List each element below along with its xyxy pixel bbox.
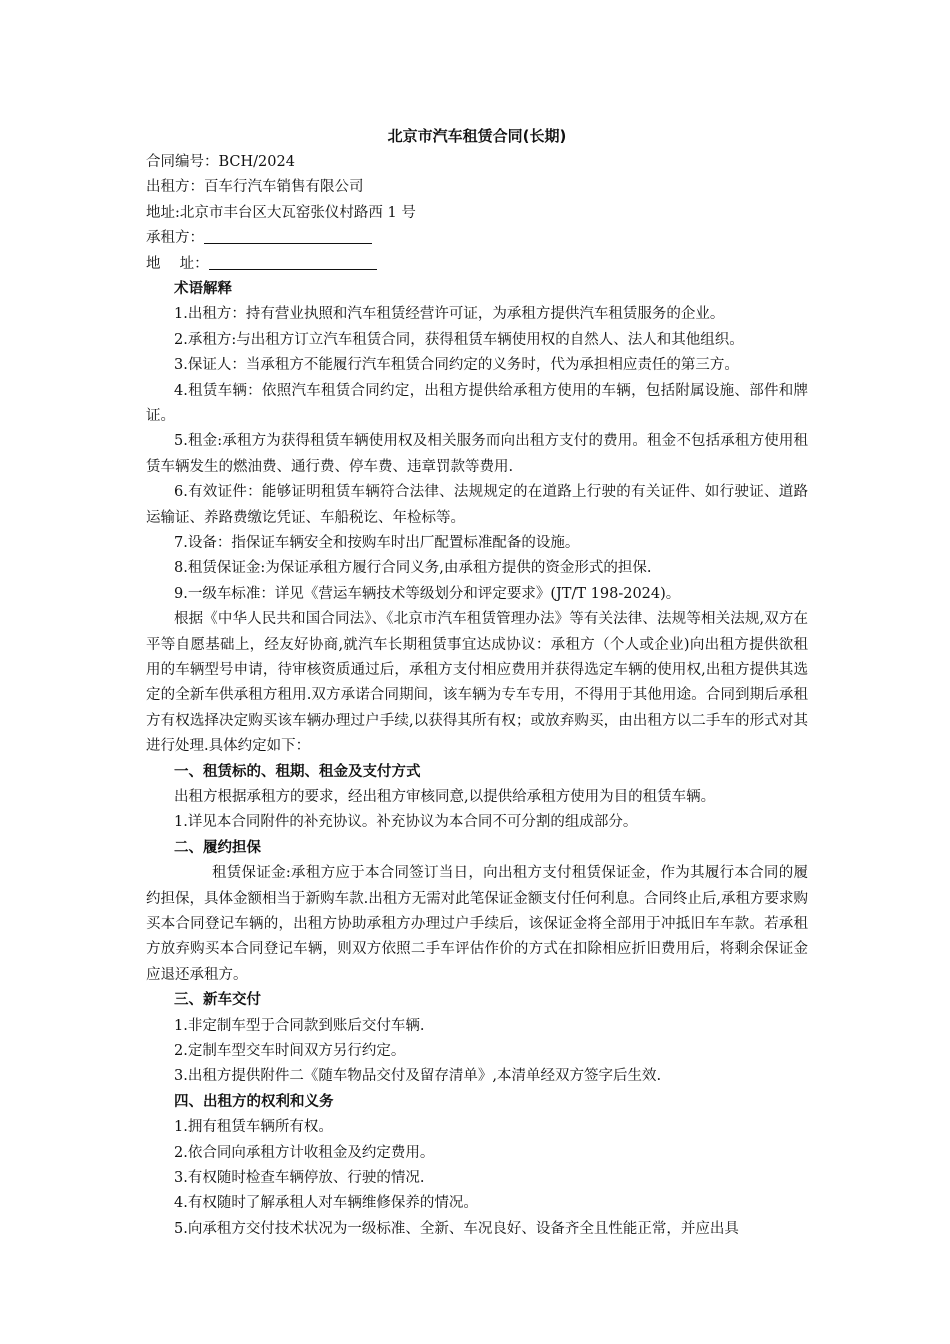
section-4-item: 5.向承租方交付技术状况为一级标准、全新、车况良好、设备齐全且性能正常，并应出具: [174, 1220, 739, 1237]
lessor-address: 地址:北京市丰台区大瓦窑张仪村路西 1 号: [146, 204, 416, 221]
section-2-paragraph: 租赁保证金:承租方应于本合同签订当日，向出租方支付租赁保证金，作为其履行本合同的履约担保，具体金额相当于新购车款.出租方无需对此笔保证金额支付任何利息。合同终止后,承租方要求购买本合同登记车辆的，出租方协助承租方办理过户手续后，该保证金将全部用于冲抵旧车车款。若承租方放弃购买本合同登记车辆，则双方依照二手车评估作价的方式在扣除相应折旧费用后，将剩余保证金应退还承租方。: [146, 865, 808, 983]
lessee-address-label: 地 址：: [146, 255, 209, 272]
term-item: 1.出租方：持有营业执照和汽车租赁经营许可证，为承租方提供汽车租赁服务的企业。: [174, 306, 725, 323]
section-4-heading: 四、出租方的权利和义务: [174, 1093, 334, 1110]
section-4-item: 4.有权随时了解承租人对车辆维修保养的情况。: [174, 1195, 478, 1212]
section-4-item: 1.拥有租赁车辆所有权。: [174, 1119, 333, 1136]
section-4-item: 2.依合同向承租方计收租金及约定费用。: [174, 1144, 435, 1161]
term-item: 3.保证人：当承租方不能履行汽车租赁合同约定的义务时，代为承担相应责任的第三方。: [174, 357, 739, 374]
term-item: 4.租赁车辆：依照汽车租赁合同约定，出租方提供给承租方使用的车辆，包括附属设施、部件和牌证。: [146, 382, 808, 424]
section-3-item: 3.出租方提供附件二《随车物品交付及留存清单》,本清单经双方签字后生效.: [174, 1068, 662, 1085]
section-1-heading: 一、租赁标的、租期、租金及支付方式: [174, 763, 421, 780]
lessor-name: 出租方：百车行汽车销售有限公司: [146, 179, 364, 196]
terms-heading: 术语解释: [174, 280, 232, 297]
term-item: 8.租赁保证金:为保证承租方履行合同义务,由承租方提供的资金形式的担保.: [174, 560, 652, 577]
section-1-text: 出租方根据承租方的要求，经出租方审核同意,以提供给承租方使用为目的租赁车辆。: [174, 789, 716, 806]
section-4-item: 3.有权随时检查车辆停放、行驶的情况.: [174, 1169, 425, 1186]
section-1-item: 1.详见本合同附件的补充协议。补充协议为本合同不可分割的组成部分。: [174, 814, 638, 831]
lessee-label: 承租方：: [146, 230, 204, 247]
section-3-heading: 三、新车交付: [174, 992, 261, 1009]
contract-number: 合同编号：BCH/2024: [146, 154, 295, 170]
section-3-item: 1.非定制车型于合同款到账后交付车辆.: [174, 1017, 425, 1034]
term-item: 6.有效证件：能够证明租赁车辆符合法律、法规规定的在道路上行驶的有关证件、如行驶证、道路运输证、养路费缴讫凭证、车船税讫、年检标等。: [146, 484, 808, 526]
section-2-heading: 二、履约担保: [174, 839, 261, 856]
preamble-paragraph: 根据《中华人民共和国合同法》、《北京市汽车租赁管理办法》等有关法律、法规等相关法规,双方在平等自愿基础上，经友好协商,就汽车长期租赁事宜达成协议：承租方（个人或企业)向出租方提供欲租用的车辆型号申请，待审核资质通过后，承租方支付相应费用并获得选定车辆的使用权,出租方提供其选定的全新车供承租方租用.双方承诺合同期间，该车辆为专车专用，不得用于其他用途。合同到期后承租方有权选择决定购买该车辆办理过户手续,以获得其所有权；或放弃购买，由出租方以二手车的形式对其进行处理.具体约定如下：: [146, 611, 808, 755]
lessee-address-blank-field[interactable]: [209, 253, 377, 270]
lessee-row: [146, 226, 808, 251]
section-3-item: 2.定制车型交车时间双方另行约定。: [174, 1043, 406, 1060]
term-item: 9.一级车标准：详见《营运车辆技术等级划分和评定要求》(JT/T 198-2024)。: [174, 585, 681, 602]
term-item: 7.设备：指保证车辆安全和按购车时出厂配置标准配备的设施。: [174, 535, 580, 551]
contract-page: [146, 122, 808, 1242]
lessee-address-row: [146, 252, 808, 277]
term-item: 5.租金:承租方为获得租赁车辆使用权及相关服务而向出租方支付的费用。租金不包括承租方使用租赁车辆发生的燃油费、通行费、停车费、违章罚款等费用.: [146, 433, 808, 475]
lessee-blank-field[interactable]: [204, 227, 372, 244]
contract-title: 北京市汽车租赁合同(长期): [387, 127, 567, 145]
term-item: 2.承租方:与出租方订立汽车租赁合同，获得租赁车辆使用权的自然人、法人和其他组织。: [174, 331, 744, 348]
